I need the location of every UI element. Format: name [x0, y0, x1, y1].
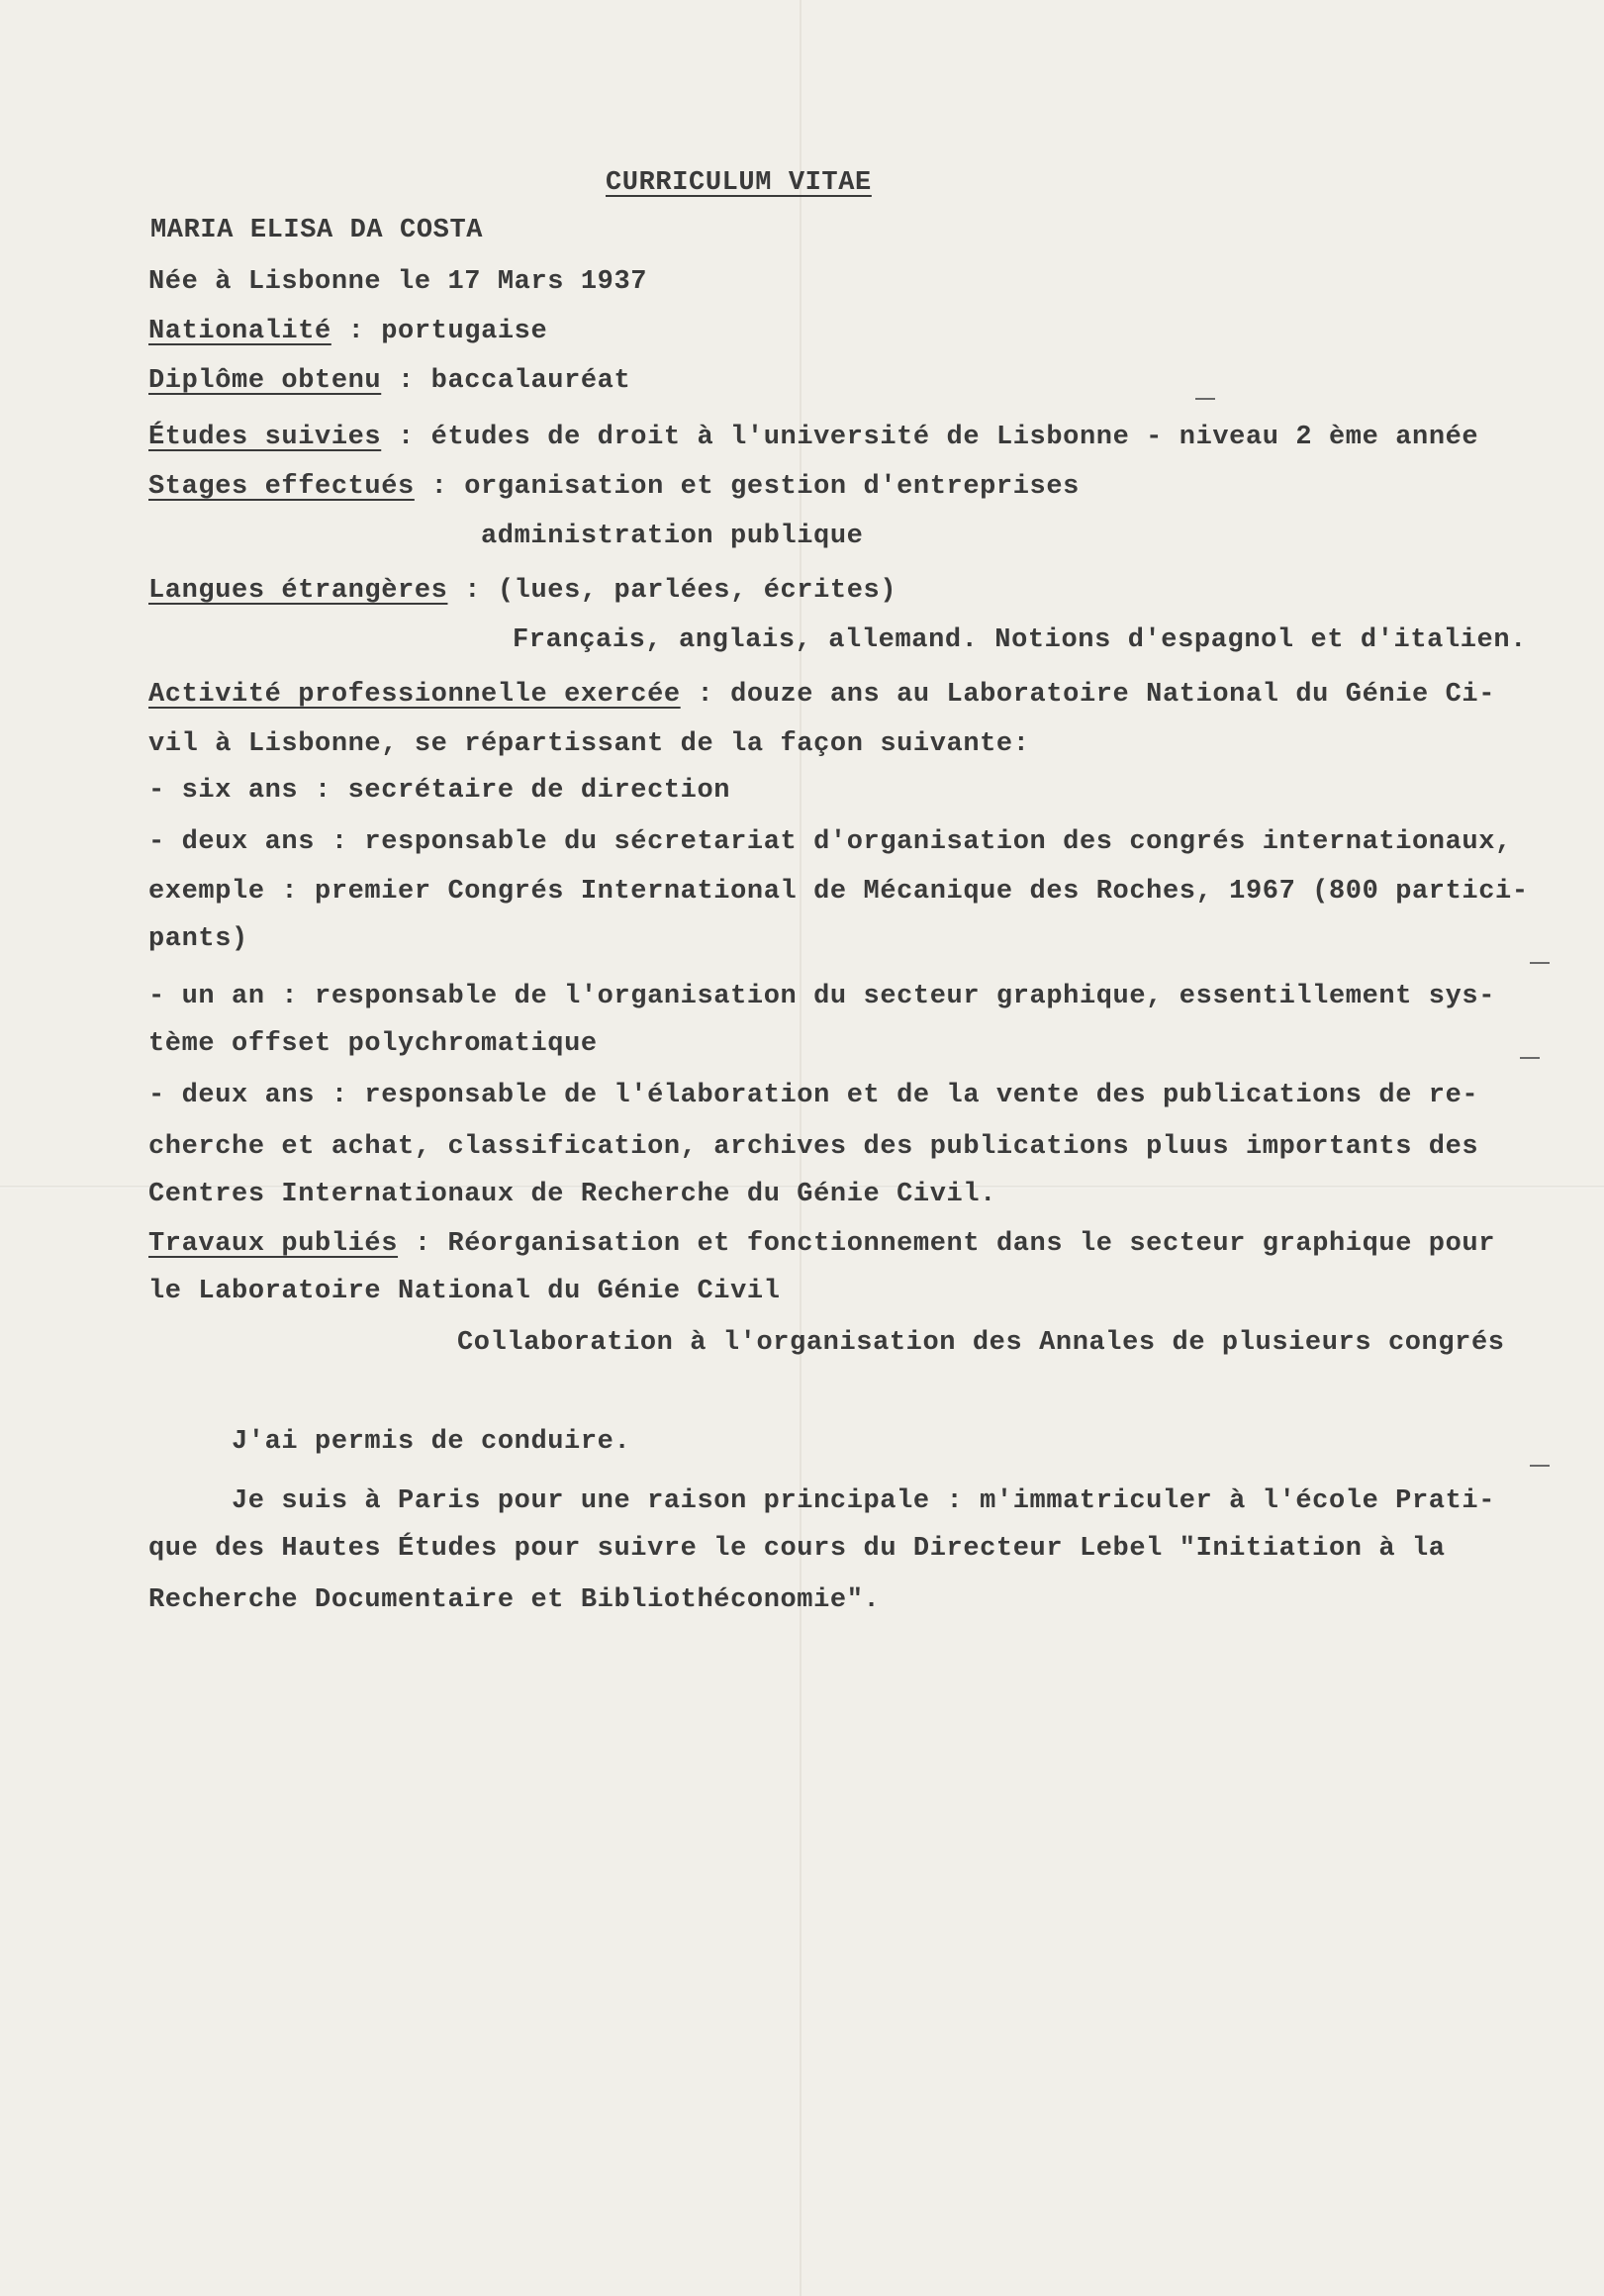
- publications-value: : Réorganisation et fonctionnement dans le secteur graphique pour: [398, 1229, 1496, 1259]
- activity-value: : douze ans au Laboratoire National du Génie Ci-: [680, 680, 1496, 710]
- document-title: CURRICULUM VITAE: [606, 168, 872, 198]
- person-name: MARIA ELISA DA COSTA: [150, 216, 484, 245]
- nationality-value: : portugaise: [330, 317, 548, 346]
- publications-line: [148, 1227, 1495, 1261]
- publications-line-3: Collaboration à l'organisation des Annales de plusieurs congrés: [457, 1328, 1505, 1358]
- activity-text-line: - deux ans : responsable du sécretariat d'organisation des congrés internationaux,: [148, 827, 1512, 857]
- languages-label: Langues étrangères: [148, 576, 448, 606]
- languages-line: [148, 574, 896, 608]
- margin-mark: [1530, 962, 1550, 964]
- birth-line: Née à Lisbonne le 17 Mars 1937: [148, 267, 648, 297]
- languages-line-2: Français, anglais, allemand. Notions d'espagnol et d'italien.: [513, 625, 1527, 655]
- studies-label: Études suivies: [148, 423, 382, 452]
- nationality-label: Nationalité: [148, 317, 331, 346]
- paris-paragraph-line: Recherche Documentaire et Bibliothéconomie".: [148, 1585, 881, 1615]
- activity-text-line: - six ans : secrétaire de direction: [148, 776, 731, 806]
- activity-text-line: Centres Internationaux de Recherche du Génie Civil.: [148, 1180, 996, 1209]
- activity-text-line: vil à Lisbonne, se répartissant de la façon suivante:: [148, 729, 1030, 759]
- studies-line: [148, 421, 1478, 454]
- activity-text-line: - deux ans : responsable de l'élaboration et de la vente des publications de re-: [148, 1081, 1479, 1110]
- paris-paragraph-line: Je suis à Paris pour une raison principale : m'immatriculer à l'école Prati-: [232, 1486, 1495, 1516]
- paris-paragraph-line: que des Hautes Études pour suivre le cours du Directeur Lebel "Initiation à la: [148, 1534, 1446, 1564]
- margin-mark: [1195, 398, 1215, 400]
- publications-line-2: le Laboratoire National du Génie Civil: [148, 1277, 781, 1306]
- internships-label: Stages effectués: [148, 472, 415, 502]
- activity-line: [148, 678, 1495, 712]
- activity-text-line: cherche et achat, classification, archives des publications pluus importants des: [148, 1132, 1479, 1162]
- license-line: J'ai permis de conduire.: [232, 1427, 631, 1457]
- internships-line: [148, 470, 1080, 504]
- activity-label: Activité professionnelle exercée: [148, 680, 681, 710]
- activity-text-line: pants): [148, 924, 248, 954]
- diploma-label: Diplôme obtenu: [148, 366, 382, 396]
- languages-value: : (lues, parlées, écrites): [447, 576, 897, 606]
- margin-mark: [1530, 1465, 1550, 1467]
- publications-label: Travaux publiés: [148, 1229, 399, 1259]
- internships-value: : organisation et gestion d'entreprises: [414, 472, 1080, 502]
- internships-line-2: administration publique: [481, 522, 864, 551]
- activity-text-line: exemple : premier Congrés International de Mécanique des Roches, 1967 (800 partici-: [148, 877, 1529, 907]
- activity-text-line: - un an : responsable de l'organisation du secteur graphique, essentillement sys-: [148, 982, 1496, 1011]
- diploma-value: : baccalauréat: [381, 366, 631, 396]
- margin-mark: [1520, 1057, 1540, 1059]
- activity-text-line: tème offset polychromatique: [148, 1029, 598, 1059]
- studies-value: : études de droit à l'université de Lisbonne - niveau 2 ème année: [381, 423, 1479, 452]
- nationality-line: [148, 315, 547, 348]
- diploma-line: [148, 364, 630, 398]
